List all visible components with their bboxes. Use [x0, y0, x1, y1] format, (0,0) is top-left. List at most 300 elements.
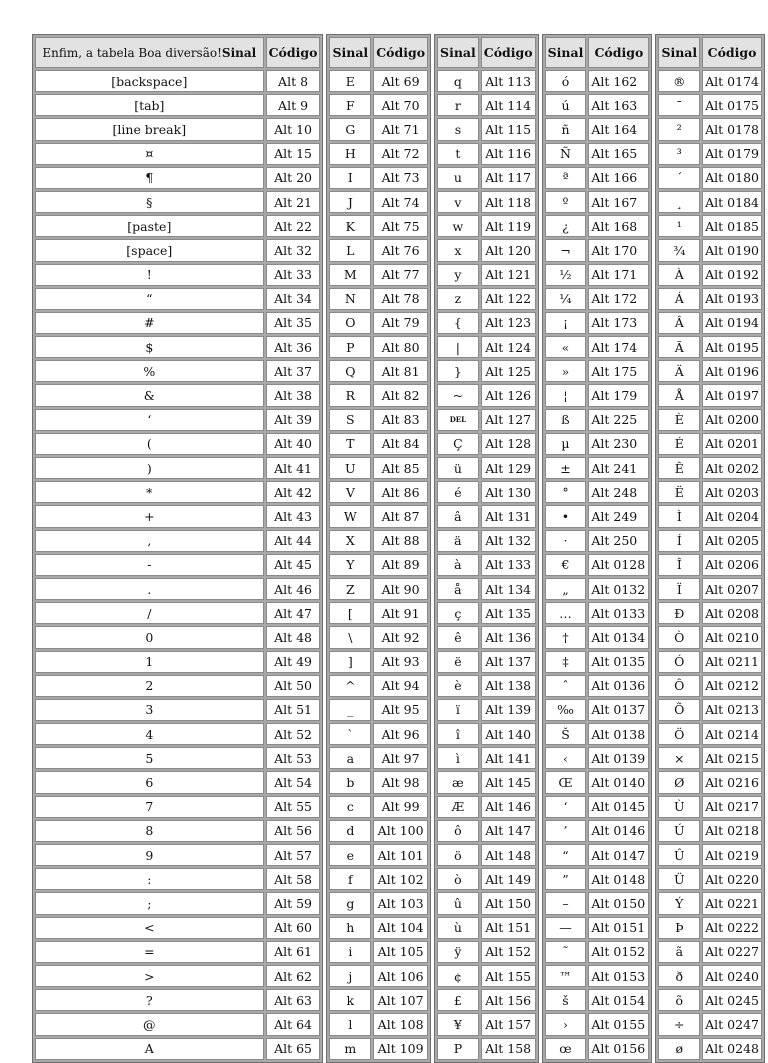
- sinal-cell: Ò: [658, 626, 700, 648]
- sinal-cell: Ì: [658, 505, 700, 527]
- table-row: [35, 384, 320, 406]
- sinal-cell: î: [437, 723, 479, 745]
- codigo-cell: Alt 0133: [588, 602, 649, 624]
- table-row: [35, 699, 320, 721]
- codigo-cell: Alt 102: [373, 868, 428, 890]
- table-row: [545, 384, 650, 406]
- codigo-cell: Alt 0240: [702, 965, 762, 987]
- codigo-cell: Alt 225: [588, 409, 649, 431]
- sinal-cell: å: [437, 578, 479, 600]
- table-row: [437, 191, 536, 213]
- table-row: [437, 433, 536, 455]
- codigo-cell: Alt 155: [481, 965, 536, 987]
- table-row: [35, 264, 320, 286]
- table-row: [658, 747, 762, 769]
- codigo-cell: Alt 130: [481, 481, 536, 503]
- codigo-cell: Alt 91: [373, 602, 428, 624]
- sinal-cell: g: [329, 892, 371, 914]
- sinal-cell: «: [545, 336, 587, 358]
- codigo-cell: Alt 140: [481, 723, 536, 745]
- codigo-cell: Alt 124: [481, 336, 536, 358]
- sinal-cell: ç: [437, 602, 479, 624]
- sinal-cell: à: [437, 554, 479, 576]
- sinal-cell: DEL: [437, 409, 479, 431]
- codigo-cell: Alt 0196: [702, 360, 762, 382]
- sinal-cell: Ö: [658, 723, 700, 745]
- codigo-cell: Alt 0227: [702, 941, 762, 963]
- sinal-cell: Ø: [658, 771, 700, 793]
- sinal-cell: ¡: [545, 312, 587, 334]
- codigo-cell: Alt 87: [373, 505, 428, 527]
- codigo-cell: Alt 145: [481, 771, 536, 793]
- table-row: [658, 917, 762, 939]
- sinal-cell: ¶: [35, 167, 264, 189]
- codigo-cell: Alt 0151: [588, 917, 649, 939]
- table-row: [545, 457, 650, 479]
- table-row: [329, 118, 428, 140]
- codigo-cell: Alt 123: [481, 312, 536, 334]
- table-row: [437, 336, 536, 358]
- codigo-cell: Alt 88: [373, 530, 428, 552]
- table-row: [329, 747, 428, 769]
- table-row: [329, 433, 428, 455]
- table-row: [35, 94, 320, 116]
- table-row: [329, 651, 428, 673]
- codigo-cell: Alt 100: [373, 820, 428, 842]
- codigo-cell: Alt 115: [481, 118, 536, 140]
- sinal-cell: {: [437, 312, 479, 334]
- sinal-cell: Ñ: [545, 143, 587, 165]
- sinal-cell: /: [35, 602, 264, 624]
- table-row: [329, 723, 428, 745]
- table-row: [437, 578, 536, 600]
- table-row: [545, 288, 650, 310]
- sinal-cell: É: [658, 433, 700, 455]
- table-row: [35, 941, 320, 963]
- sinal-cell: »: [545, 360, 587, 382]
- sinal-cell: Ä: [658, 360, 700, 382]
- table-row: [658, 312, 762, 334]
- codigo-cell: Alt 107: [373, 989, 428, 1011]
- table-row: [35, 239, 320, 261]
- sinal-cell: 8: [35, 820, 264, 842]
- table-row: [545, 336, 650, 358]
- table-group-2: [326, 34, 431, 1063]
- table-row: [35, 409, 320, 431]
- sinal-cell: ˜: [545, 941, 587, 963]
- codigo-cell: Alt 9: [266, 94, 321, 116]
- codigo-cell: Alt 162: [588, 70, 649, 92]
- table-row: [35, 965, 320, 987]
- table-group-1: [32, 34, 323, 1063]
- table-row: [437, 530, 536, 552]
- codigo-cell: Alt 54: [266, 771, 321, 793]
- sinal-cell: ¯: [658, 94, 700, 116]
- table-row: [329, 530, 428, 552]
- sinal-cell: º: [545, 191, 587, 213]
- sinal-cell: Q: [329, 360, 371, 382]
- codigo-cell: Alt 36: [266, 336, 321, 358]
- codigo-cell: Alt 21: [266, 191, 321, 213]
- sinal-cell: #: [35, 312, 264, 334]
- table-row: [545, 602, 650, 624]
- sinal-cell: ¿: [545, 215, 587, 237]
- table-row: [545, 820, 650, 842]
- codigo-cell: Alt 122: [481, 288, 536, 310]
- sinal-cell: u: [437, 167, 479, 189]
- table-row: [658, 433, 762, 455]
- sinal-cell: ;: [35, 892, 264, 914]
- table-row: [35, 70, 320, 92]
- sinal-cell: Z: [329, 578, 371, 600]
- sinal-cell: Þ: [658, 917, 700, 939]
- sinal-cell: ê: [437, 626, 479, 648]
- sinal-cell: a: [329, 747, 371, 769]
- table-row: [35, 1013, 320, 1035]
- table-row: [437, 481, 536, 503]
- sinal-cell: |: [437, 336, 479, 358]
- table-row: [35, 892, 320, 914]
- table-row: [437, 143, 536, 165]
- table-row: [35, 578, 320, 600]
- table-row: [437, 167, 536, 189]
- table-row: [437, 118, 536, 140]
- sinal-cell: ˆ: [545, 675, 587, 697]
- sinal-cell: õ: [658, 989, 700, 1011]
- codigo-cell: Alt 0174: [702, 70, 762, 92]
- table-row: [437, 312, 536, 334]
- sinal-cell: ß: [545, 409, 587, 431]
- sinal-cell: -: [35, 554, 264, 576]
- table-row: [545, 723, 650, 745]
- table-row: [545, 699, 650, 721]
- table-row: [329, 1013, 428, 1035]
- codigo-cell: Alt 0220: [702, 868, 762, 890]
- sinal-cell: ë: [437, 651, 479, 673]
- sinal-cell: l: [329, 1013, 371, 1035]
- codigo-cell: Alt 147: [481, 820, 536, 842]
- table-row: [35, 505, 320, 527]
- header-sinal: Sinal: [658, 37, 700, 68]
- sinal-cell: ³: [658, 143, 700, 165]
- sinal-cell: È: [658, 409, 700, 431]
- sinal-cell: f: [329, 868, 371, 890]
- table-row: [658, 288, 762, 310]
- table-row: [658, 844, 762, 866]
- table-row: [329, 868, 428, 890]
- sinal-cell: Y: [329, 554, 371, 576]
- table-row: [329, 989, 428, 1011]
- codigo-cell: Alt 116: [481, 143, 536, 165]
- table-row: [658, 143, 762, 165]
- codigo-cell: Alt 241: [588, 457, 649, 479]
- codigo-cell: Alt 174: [588, 336, 649, 358]
- sinal-cell: ±: [545, 457, 587, 479]
- codigo-cell: Alt 48: [266, 626, 321, 648]
- table-row: [545, 844, 650, 866]
- codigo-cell: Alt 165: [588, 143, 649, 165]
- codigo-cell: Alt 0152: [588, 941, 649, 963]
- codigo-cell: Alt 0218: [702, 820, 762, 842]
- table-row: [658, 1038, 762, 1060]
- codigo-cell: Alt 131: [481, 505, 536, 527]
- codigo-cell: Alt 129: [481, 457, 536, 479]
- codigo-cell: Alt 85: [373, 457, 428, 479]
- table-row: [329, 143, 428, 165]
- table-row: [437, 868, 536, 890]
- table-row: [437, 94, 536, 116]
- table-row: [35, 215, 320, 237]
- sinal-cell: š: [545, 989, 587, 1011]
- sinal-cell: =: [35, 941, 264, 963]
- codigo-cell: Alt 0212: [702, 675, 762, 697]
- table-row: [658, 94, 762, 116]
- codigo-cell: Alt 0134: [588, 626, 649, 648]
- table-row: [437, 675, 536, 697]
- sinal-cell: s: [437, 118, 479, 140]
- codigo-cell: Alt 98: [373, 771, 428, 793]
- table-row: [35, 360, 320, 382]
- sinal-cell: â: [437, 505, 479, 527]
- table-row: [437, 844, 536, 866]
- sinal-cell: Ú: [658, 820, 700, 842]
- table-row: [35, 288, 320, 310]
- table-row: [437, 360, 536, 382]
- sinal-cell: i: [329, 941, 371, 963]
- sinal-cell: _: [329, 699, 371, 721]
- table-row: [658, 505, 762, 527]
- codigo-cell: Alt 137: [481, 651, 536, 673]
- sinal-cell: R: [329, 384, 371, 406]
- codigo-cell: Alt 0137: [588, 699, 649, 721]
- sinal-cell: û: [437, 892, 479, 914]
- table-group-3: [434, 34, 539, 1063]
- table-row: [437, 239, 536, 261]
- codigo-cell: Alt 81: [373, 360, 428, 382]
- codigo-cell: Alt 59: [266, 892, 321, 914]
- sinal-cell: J: [329, 191, 371, 213]
- codigo-cell: Alt 152: [481, 941, 536, 963]
- sinal-cell: ú: [545, 94, 587, 116]
- table-row: [35, 771, 320, 793]
- sinal-cell: Ý: [658, 892, 700, 914]
- header-sinal: Sinal: [329, 37, 371, 68]
- alt-code-table: [32, 34, 768, 1063]
- table-row: [329, 844, 428, 866]
- codigo-cell: Alt 0211: [702, 651, 762, 673]
- sinal-cell: œ: [545, 1038, 587, 1060]
- codigo-cell: Alt 103: [373, 892, 428, 914]
- sinal-cell: ®: [658, 70, 700, 92]
- sinal-cell: O: [329, 312, 371, 334]
- table-row: [437, 409, 536, 431]
- table-row: [35, 143, 320, 165]
- codigo-cell: Alt 89: [373, 554, 428, 576]
- codigo-cell: Alt 62: [266, 965, 321, 987]
- codigo-cell: Alt 135: [481, 602, 536, 624]
- sinal-cell: µ: [545, 433, 587, 455]
- codigo-cell: Alt 108: [373, 1013, 428, 1035]
- table-row: [437, 747, 536, 769]
- table-row: [658, 264, 762, 286]
- table-row: [658, 530, 762, 552]
- table-row: [545, 118, 650, 140]
- sinal-cell: t: [437, 143, 479, 165]
- sinal-cell: y: [437, 264, 479, 286]
- codigo-cell: Alt 0214: [702, 723, 762, 745]
- sinal-cell: 9: [35, 844, 264, 866]
- codigo-cell: Alt 172: [588, 288, 649, 310]
- codigo-cell: Alt 132: [481, 530, 536, 552]
- codigo-cell: Alt 57: [266, 844, 321, 866]
- sinal-cell: M: [329, 264, 371, 286]
- codigo-cell: Alt 90: [373, 578, 428, 600]
- sinal-cell: —: [545, 917, 587, 939]
- sinal-cell: ~: [437, 384, 479, 406]
- table-row: [35, 747, 320, 769]
- sinal-cell: Ç: [437, 433, 479, 455]
- codigo-cell: Alt 92: [373, 626, 428, 648]
- codigo-cell: Alt 105: [373, 941, 428, 963]
- table-row: [329, 70, 428, 92]
- codigo-cell: Alt 43: [266, 505, 321, 527]
- sinal-cell: Å: [658, 384, 700, 406]
- sinal-cell: 7: [35, 796, 264, 818]
- codigo-cell: Alt 0208: [702, 602, 762, 624]
- sinal-cell: æ: [437, 771, 479, 793]
- codigo-cell: Alt 44: [266, 530, 321, 552]
- table-row: [658, 941, 762, 963]
- table-row: [437, 892, 536, 914]
- sinal-cell: ¤: [35, 143, 264, 165]
- codigo-cell: Alt 120: [481, 239, 536, 261]
- sinal-cell: b: [329, 771, 371, 793]
- codigo-cell: Alt 113: [481, 70, 536, 92]
- table-row: [658, 602, 762, 624]
- codigo-cell: Alt 0147: [588, 844, 649, 866]
- sinal-cell: 1: [35, 651, 264, 673]
- codigo-cell: Alt 93: [373, 651, 428, 673]
- table-row: [329, 264, 428, 286]
- table-row: [545, 965, 650, 987]
- sinal-cell: ´: [658, 167, 700, 189]
- table-row: [658, 892, 762, 914]
- sinal-cell: h: [329, 917, 371, 939]
- table-row: [545, 312, 650, 334]
- table-row: [437, 288, 536, 310]
- codigo-cell: Alt 65: [266, 1038, 321, 1060]
- table-row: [35, 626, 320, 648]
- codigo-cell: Alt 0185: [702, 215, 762, 237]
- codigo-cell: Alt 249: [588, 505, 649, 527]
- codigo-cell: Alt 55: [266, 796, 321, 818]
- codigo-cell: Alt 141: [481, 747, 536, 769]
- sinal-cell: ™: [545, 965, 587, 987]
- sinal-cell: [line break]: [35, 118, 264, 140]
- sinal-cell: ½: [545, 264, 587, 286]
- sinal-cell: Ë: [658, 481, 700, 503]
- sinal-cell: 4: [35, 723, 264, 745]
- sinal-cell: ø: [658, 1038, 700, 1060]
- header-intro: [35, 37, 264, 68]
- codigo-cell: Alt 173: [588, 312, 649, 334]
- table-row: [329, 602, 428, 624]
- table-row: [658, 578, 762, 600]
- table-row: [329, 675, 428, 697]
- codigo-cell: Alt 136: [481, 626, 536, 648]
- sinal-cell: ×: [658, 747, 700, 769]
- sinal-cell: E: [329, 70, 371, 92]
- sinal-cell: Î: [658, 554, 700, 576]
- codigo-cell: Alt 0200: [702, 409, 762, 431]
- table-row: [329, 917, 428, 939]
- table-row: [329, 699, 428, 721]
- codigo-cell: Alt 170: [588, 239, 649, 261]
- codigo-cell: Alt 0190: [702, 239, 762, 261]
- codigo-cell: Alt 61: [266, 941, 321, 963]
- sinal-cell: .: [35, 578, 264, 600]
- sinal-cell: e: [329, 844, 371, 866]
- sinal-cell: ’: [545, 820, 587, 842]
- table-row: [658, 989, 762, 1011]
- sinal-cell: Ã: [658, 336, 700, 358]
- codigo-cell: Alt 8: [266, 70, 321, 92]
- codigo-cell: Alt 0215: [702, 747, 762, 769]
- sinal-cell: ²: [658, 118, 700, 140]
- sinal-cell: ‰: [545, 699, 587, 721]
- sinal-cell: I: [329, 167, 371, 189]
- codigo-cell: Alt 0180: [702, 167, 762, 189]
- sinal-cell: X: [329, 530, 371, 552]
- codigo-cell: Alt 0146: [588, 820, 649, 842]
- sinal-cell: r: [437, 94, 479, 116]
- table-row: [329, 1038, 428, 1060]
- table-row: [437, 1013, 536, 1035]
- table-row: [329, 94, 428, 116]
- table-row: [658, 118, 762, 140]
- sinal-cell: m: [329, 1038, 371, 1060]
- table-row: [329, 505, 428, 527]
- codigo-cell: Alt 69: [373, 70, 428, 92]
- sinal-cell: W: [329, 505, 371, 527]
- codigo-cell: Alt 0194: [702, 312, 762, 334]
- sinal-cell: F: [329, 94, 371, 116]
- sinal-cell: j: [329, 965, 371, 987]
- sinal-cell: §: [35, 191, 264, 213]
- sinal-cell: [tab]: [35, 94, 264, 116]
- table-row: [329, 578, 428, 600]
- sinal-cell: w: [437, 215, 479, 237]
- sinal-cell: ô: [437, 820, 479, 842]
- codigo-cell: Alt 60: [266, 917, 321, 939]
- codigo-cell: Alt 133: [481, 554, 536, 576]
- codigo-cell: Alt 10: [266, 118, 321, 140]
- sinal-cell: (: [35, 433, 264, 455]
- sinal-cell: &: [35, 384, 264, 406]
- table-row: [329, 457, 428, 479]
- header-sinal: Sinal: [221, 45, 257, 60]
- sinal-cell: ¾: [658, 239, 700, 261]
- sinal-cell: ó: [545, 70, 587, 92]
- sinal-cell: c: [329, 796, 371, 818]
- codigo-cell: Alt 0179: [702, 143, 762, 165]
- sinal-cell: ñ: [545, 118, 587, 140]
- sinal-cell: 0: [35, 626, 264, 648]
- codigo-cell: Alt 146: [481, 796, 536, 818]
- table-row: [545, 941, 650, 963]
- table-group-5: [655, 34, 765, 1063]
- table-row: [545, 191, 650, 213]
